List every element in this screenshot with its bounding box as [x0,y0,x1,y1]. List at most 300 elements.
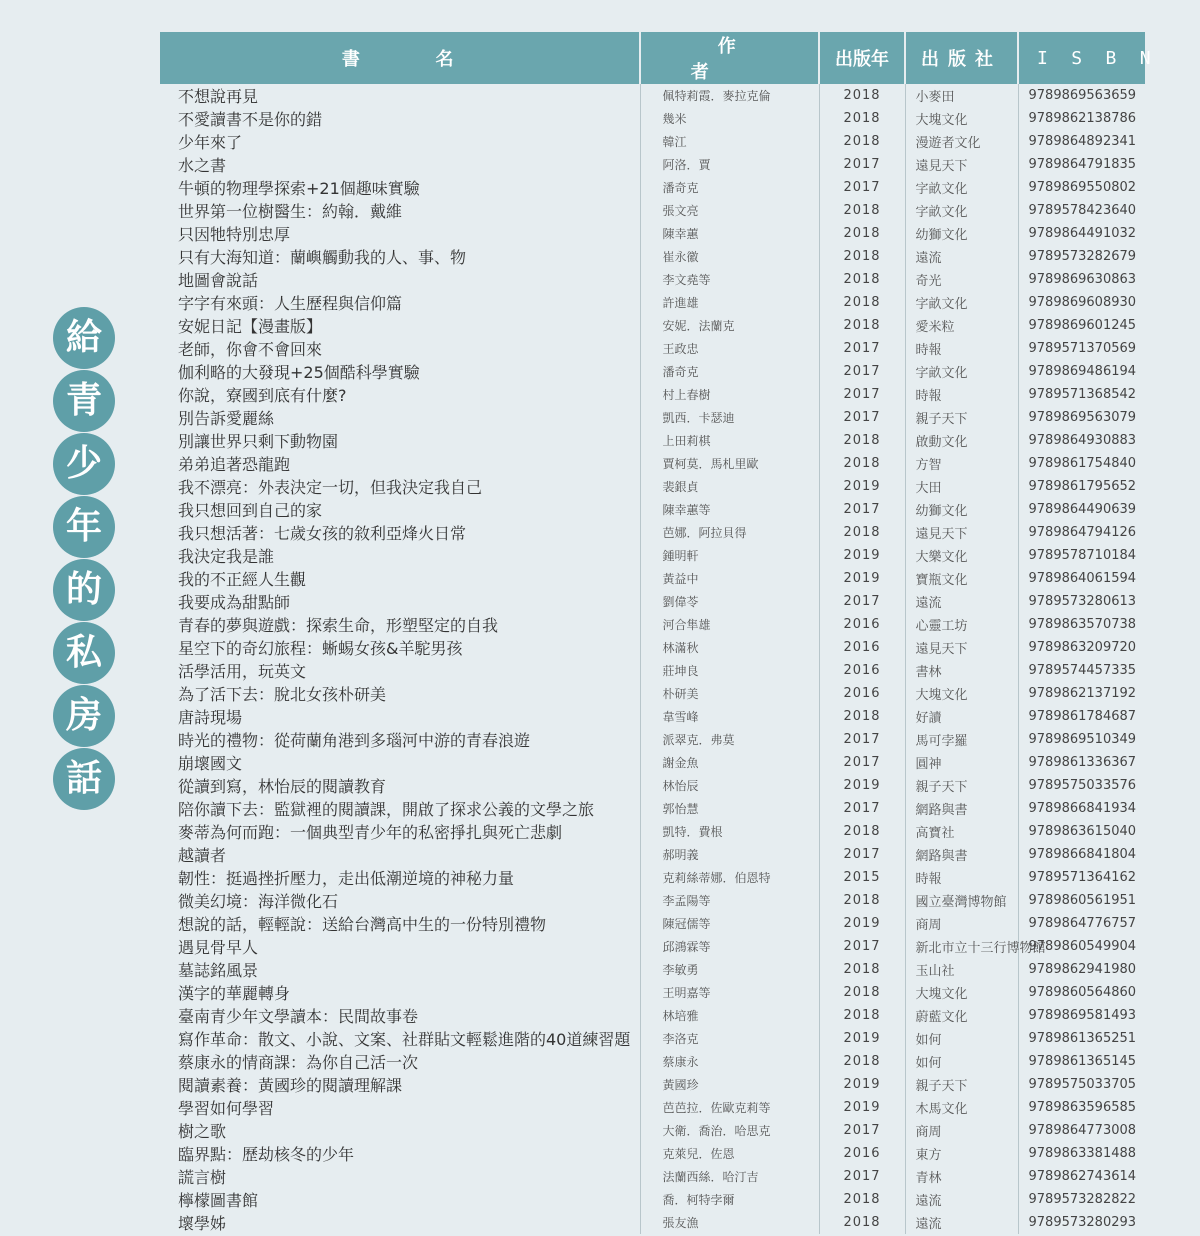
book-isbn: 9789861795652 [1018,475,1145,498]
book-author: 李文堯等 [640,268,819,291]
book-title: 臨界點：歷劫核冬的少年 [178,1145,355,1164]
book-year: 2015 [819,866,905,889]
book-year: 2019 [819,1096,905,1119]
book-publisher: 網路與書 [905,797,1018,820]
book-title: 安妮日記【漫畫版】 [178,317,323,336]
book-isbn: 9789578710184 [1018,544,1145,567]
book-isbn: 9789573280293 [1018,1211,1145,1234]
book-title: 弟弟追著恐龍跑 [178,455,291,474]
side-title-char: 房 [53,685,115,747]
book-author: 河合隼雄 [640,613,819,636]
book-publisher: 東方 [905,1142,1018,1165]
book-year: 2018 [819,889,905,912]
book-title: 閱讀素養：黃國珍的閱讀理解課 [178,1076,403,1095]
book-publisher: 蔚藍文化 [905,1004,1018,1027]
book-isbn: 9789862138786 [1018,107,1145,130]
book-publisher: 如何 [905,1050,1018,1073]
book-year: 2019 [819,912,905,935]
book-title: 韌性：挺過挫折壓力，走出低潮逆境的神秘力量 [178,869,515,888]
book-year: 2017 [819,498,905,521]
book-title: 我的不正經人生觀 [178,570,307,589]
book-isbn: 9789861784687 [1018,705,1145,728]
book-list-table [160,32,1174,1234]
table-row [160,521,1145,544]
book-title: 不想說再見 [178,87,259,106]
book-isbn: 9789869563079 [1018,406,1145,429]
book-year: 2017 [819,751,905,774]
book-publisher: 字畝文化 [905,360,1018,383]
book-title: 遇見骨早人 [178,938,259,957]
side-title-char: 私 [53,622,115,684]
book-title: 墓誌銘風景 [178,961,259,980]
table-row [160,728,1145,751]
book-publisher: 幼獅文化 [905,222,1018,245]
book-author: 潘奇克 [640,176,819,199]
book-isbn: 9789864794126 [1018,521,1145,544]
book-year: 2018 [819,705,905,728]
side-title [52,307,116,810]
book-author: 幾米 [640,107,819,130]
book-isbn: 9789866841804 [1018,843,1145,866]
book-title: 漢字的華麗轉身 [178,984,291,1003]
book-author: 黃國珍 [640,1073,819,1096]
table-row [160,1211,1145,1234]
book-isbn: 9789861365251 [1018,1027,1145,1050]
book-year: 2018 [819,268,905,291]
book-publisher: 馬可孛羅 [905,728,1018,751]
book-isbn: 9789573280613 [1018,590,1145,613]
book-author: 阿洛．賈 [640,153,819,176]
table-row [160,1073,1145,1096]
header-publisher: 出版社 [905,32,1018,84]
book-author: 邱鴻霖等 [640,935,819,958]
table-row [160,590,1145,613]
book-isbn: 9789573282822 [1018,1188,1145,1211]
table-row [160,429,1145,452]
book-publisher: 時報 [905,383,1018,406]
book-isbn: 9789864061594 [1018,567,1145,590]
book-year: 2016 [819,636,905,659]
book-publisher: 親子天下 [905,406,1018,429]
book-isbn: 9789864491032 [1018,222,1145,245]
book-year: 2016 [819,659,905,682]
book-publisher: 遠流 [905,1211,1018,1234]
book-publisher: 青林 [905,1165,1018,1188]
book-isbn: 9789862941980 [1018,958,1145,981]
table-row [160,1188,1145,1211]
book-isbn: 9789578423640 [1018,199,1145,222]
side-title-char: 的 [53,559,115,621]
book-isbn: 9789869630863 [1018,268,1145,291]
table-row [160,291,1145,314]
book-author: 鍾明軒 [640,544,819,567]
book-isbn: 9789869601245 [1018,314,1145,337]
book-author: 許進雄 [640,291,819,314]
book-title: 只有大海知道：蘭嶼觸動我的人、事、物 [178,248,467,267]
book-year: 2018 [819,291,905,314]
book-rows [160,84,1145,1234]
book-isbn: 9789869550802 [1018,176,1145,199]
table-row [160,107,1145,130]
book-year: 2017 [819,728,905,751]
book-isbn: 9789862743614 [1018,1165,1145,1188]
book-title: 星空下的奇幻旅程：蜥蜴女孩&羊駝男孩 [178,639,463,658]
book-year: 2017 [819,1119,905,1142]
table-row [160,268,1145,291]
table-row [160,751,1145,774]
book-title: 只因牠特別忠厚 [178,225,291,244]
table-row [160,1027,1145,1050]
header-year: 出版年 [819,32,905,84]
book-isbn: 9789573282679 [1018,245,1145,268]
book-year: 2018 [819,222,905,245]
book-year: 2018 [819,107,905,130]
book-publisher: 遠流 [905,590,1018,613]
table-row [160,1142,1145,1165]
book-title: 臺南青少年文學讀本：民間故事卷 [178,1007,419,1026]
book-year: 2018 [819,981,905,1004]
book-isbn: 9789869510349 [1018,728,1145,751]
book-year: 2018 [819,429,905,452]
table-row [160,383,1145,406]
book-publisher: 小麥田 [905,84,1018,107]
book-year: 2018 [819,1188,905,1211]
book-year: 2018 [819,245,905,268]
book-publisher: 時報 [905,866,1018,889]
book-year: 2017 [819,590,905,613]
side-title-char: 少 [53,433,115,495]
side-title-char: 話 [53,748,115,810]
book-author: 韓江 [640,130,819,153]
table-row [160,958,1145,981]
book-year: 2018 [819,84,905,107]
book-title: 蔡康永的情商課：為你自己活一次 [178,1053,419,1072]
book-publisher: 大塊文化 [905,682,1018,705]
book-publisher: 幼獅文化 [905,498,1018,521]
book-author: 韋雪峰 [640,705,819,728]
book-author: 賈柯莫．馬札里歐 [640,452,819,475]
book-title: 從讀到寫，林怡辰的閱讀教育 [178,777,387,796]
book-publisher: 奇光 [905,268,1018,291]
book-title: 我不漂亮：外表決定一切，但我決定我自己 [178,478,483,497]
book-publisher: 大塊文化 [905,981,1018,1004]
book-isbn: 9789862137192 [1018,682,1145,705]
book-year: 2019 [819,1073,905,1096]
book-publisher: 字畝文化 [905,176,1018,199]
table-row [160,866,1145,889]
book-author: 芭娜．阿拉貝得 [640,521,819,544]
table-row [160,452,1145,475]
book-title: 我只想回到自己的家 [178,501,323,520]
book-publisher: 大田 [905,475,1018,498]
book-year: 2017 [819,406,905,429]
book-author: 凱特．費根 [640,820,819,843]
book-title: 檸檬圖書館 [178,1191,259,1210]
book-isbn: 9789574457335 [1018,659,1145,682]
book-publisher: 如何 [905,1027,1018,1050]
book-isbn: 9789571364162 [1018,866,1145,889]
table-row [160,1119,1145,1142]
book-isbn: 9789863209720 [1018,636,1145,659]
book-author: 凱西．卡瑟迪 [640,406,819,429]
book-publisher: 書林 [905,659,1018,682]
table-header [160,32,1145,84]
book-author: 法蘭西絲．哈汀吉 [640,1165,819,1188]
book-publisher: 啟動文化 [905,429,1018,452]
table-row [160,199,1145,222]
book-author: 派翠克．弗莫 [640,728,819,751]
book-author: 黃益中 [640,567,819,590]
book-isbn: 9789869563659 [1018,84,1145,107]
book-isbn: 9789864892341 [1018,130,1145,153]
table-row [160,682,1145,705]
book-publisher: 字畝文化 [905,291,1018,314]
side-title-char: 給 [53,307,115,369]
book-publisher: 網路與書 [905,843,1018,866]
table-row [160,130,1145,153]
book-author: 李敏勇 [640,958,819,981]
table-row [160,337,1145,360]
book-author: 蔡康永 [640,1050,819,1073]
book-publisher: 愛米粒 [905,314,1018,337]
book-year: 2019 [819,1027,905,1050]
book-publisher: 親子天下 [905,1073,1018,1096]
book-year: 2019 [819,567,905,590]
book-title: 老師，你會不會回來 [178,340,323,359]
book-title: 陪你讀下去：監獄裡的閱讀課，開啟了探求公義的文學之旅 [178,800,595,819]
book-author: 潘奇克 [640,360,819,383]
book-title: 時光的禮物：從荷蘭角港到多瑙河中游的青春浪遊 [178,731,531,750]
book-year: 2018 [819,1211,905,1234]
book-publisher: 大塊文化 [905,107,1018,130]
book-year: 2017 [819,383,905,406]
book-title: 為了活下去：脫北女孩朴研美 [178,685,387,704]
book-title: 世界第一位樹醫生：約翰．戴維 [178,202,403,221]
table-row [160,636,1145,659]
table-row [160,1004,1145,1027]
header-author: 作者 [640,32,819,84]
book-publisher: 新北市立十三行博物館 [905,935,1018,958]
table-row [160,820,1145,843]
book-publisher: 圓神 [905,751,1018,774]
book-year: 2017 [819,176,905,199]
table-row [160,406,1145,429]
book-title: 青春的夢與遊戲：探索生命，形塑堅定的自我 [178,616,499,635]
book-isbn: 9789866841934 [1018,797,1145,820]
book-isbn: 9789861336367 [1018,751,1145,774]
side-title-char: 年 [53,496,115,558]
book-publisher: 遠流 [905,1188,1018,1211]
table-row [160,498,1145,521]
book-title: 壞學姊 [178,1214,227,1233]
book-title: 字字有來頭：人生歷程與信仰篇 [178,294,403,313]
book-title: 崩壞國文 [178,754,243,773]
book-isbn: 9789864773008 [1018,1119,1145,1142]
book-year: 2018 [819,199,905,222]
book-isbn: 9789864930883 [1018,429,1145,452]
book-title: 寫作革命：散文、小說、文案、社群貼文輕鬆進階的40道練習題 [178,1030,631,1049]
book-isbn: 9789863596585 [1018,1096,1145,1119]
book-author: 謝金魚 [640,751,819,774]
book-publisher: 字畝文化 [905,199,1018,222]
book-author: 莊坤良 [640,659,819,682]
book-year: 2019 [819,544,905,567]
book-publisher: 好讀 [905,705,1018,728]
book-author: 喬．柯特孛爾 [640,1188,819,1211]
table-row [160,153,1145,176]
book-author: 郝明義 [640,843,819,866]
book-author: 大衛．喬治．哈思克 [640,1119,819,1142]
book-publisher: 玉山社 [905,958,1018,981]
side-title-char: 青 [53,370,115,432]
book-title: 微美幻境：海洋微化石 [178,892,339,911]
header-isbn: ISBN [1018,32,1145,84]
table-row [160,1165,1145,1188]
book-author: 村上春樹 [640,383,819,406]
book-title: 少年來了 [178,133,243,152]
book-author: 郭怡慧 [640,797,819,820]
book-title: 別告訴愛麗絲 [178,409,275,428]
book-title: 樹之歌 [178,1122,227,1141]
table-row [160,981,1145,1004]
book-isbn: 9789864776757 [1018,912,1145,935]
book-author: 崔永徽 [640,245,819,268]
book-isbn: 9789860561951 [1018,889,1145,912]
book-isbn: 9789575033576 [1018,774,1145,797]
book-year: 2017 [819,935,905,958]
book-isbn: 9789869486194 [1018,360,1145,383]
table-row [160,176,1145,199]
book-isbn: 9789861365145 [1018,1050,1145,1073]
book-publisher: 商周 [905,1119,1018,1142]
book-title: 牛頓的物理學探索+21個趣味實驗 [178,179,420,198]
book-year: 2018 [819,1004,905,1027]
book-author: 裴銀貞 [640,475,819,498]
table-row [160,544,1145,567]
book-author: 李孟陽等 [640,889,819,912]
book-author: 上田莉棋 [640,429,819,452]
book-publisher: 方智 [905,452,1018,475]
book-publisher: 寶瓶文化 [905,567,1018,590]
book-year: 2018 [819,314,905,337]
book-isbn: 9789863615040 [1018,820,1145,843]
book-year: 2017 [819,153,905,176]
book-title: 學習如何學習 [178,1099,275,1118]
table-row [160,797,1145,820]
table-row [160,567,1145,590]
book-publisher: 親子天下 [905,774,1018,797]
book-author: 陳幸蕙 [640,222,819,245]
book-isbn: 9789575033705 [1018,1073,1145,1096]
book-year: 2016 [819,1142,905,1165]
book-publisher: 商周 [905,912,1018,935]
table-row [160,659,1145,682]
table-row [160,935,1145,958]
table-row [160,360,1145,383]
book-publisher: 遠見天下 [905,521,1018,544]
book-title: 伽利略的大發現+25個酷科學實驗 [178,363,420,382]
book-year: 2018 [819,958,905,981]
book-author: 朴研美 [640,682,819,705]
book-publisher: 國立臺灣博物館 [905,889,1018,912]
book-publisher: 木馬文化 [905,1096,1018,1119]
book-author: 劉偉苓 [640,590,819,613]
book-year: 2018 [819,521,905,544]
book-isbn: 9789864490639 [1018,498,1145,521]
book-year: 2018 [819,452,905,475]
book-title: 你說，寮國到底有什麼? [178,386,347,405]
book-title: 越讀者 [178,846,227,865]
book-author: 安妮．法蘭克 [640,314,819,337]
book-year: 2016 [819,613,905,636]
book-isbn: 9789869581493 [1018,1004,1145,1027]
book-year: 2019 [819,774,905,797]
book-title: 不愛讀書不是你的錯 [178,110,323,129]
table-row [160,889,1145,912]
book-year: 2019 [819,475,905,498]
table-row [160,222,1145,245]
book-publisher: 時報 [905,337,1018,360]
table-row [160,774,1145,797]
book-publisher: 遠流 [905,245,1018,268]
book-publisher: 大樂文化 [905,544,1018,567]
table-row [160,705,1145,728]
book-isbn: 9789863570738 [1018,613,1145,636]
table-row [160,475,1145,498]
table-row [160,1096,1145,1119]
book-author: 張友漁 [640,1211,819,1234]
book-isbn: 9789869608930 [1018,291,1145,314]
table-row [160,84,1145,107]
book-title: 別讓世界只剩下動物園 [178,432,339,451]
book-year: 2017 [819,797,905,820]
book-title: 麥蒂為何而跑：一個典型青少年的私密掙扎與死亡悲劇 [178,823,563,842]
book-publisher: 遠見天下 [905,636,1018,659]
book-isbn: 9789861754840 [1018,452,1145,475]
book-publisher: 遠見天下 [905,153,1018,176]
book-isbn: 9789864791835 [1018,153,1145,176]
table-row [160,843,1145,866]
book-title: 我只想活著：七歲女孩的敘利亞烽火日常 [178,524,467,543]
book-author: 陳幸蕙等 [640,498,819,521]
table-row [160,314,1145,337]
book-year: 2017 [819,1165,905,1188]
book-title: 我決定我是誰 [178,547,275,566]
table-row [160,1050,1145,1073]
book-author: 林滿秋 [640,636,819,659]
book-publisher: 漫遊者文化 [905,130,1018,153]
book-year: 2018 [819,1050,905,1073]
header-title: 書名 [160,32,640,84]
book-isbn: 9789860564860 [1018,981,1145,1004]
book-isbn: 9789863381488 [1018,1142,1145,1165]
book-year: 2018 [819,130,905,153]
book-author: 克莉絲蒂娜．伯恩特 [640,866,819,889]
book-author: 林怡辰 [640,774,819,797]
book-title: 水之書 [178,156,227,175]
book-author: 克萊兒．佐恩 [640,1142,819,1165]
book-title: 地圖會說話 [178,271,259,290]
book-publisher: 心靈工坊 [905,613,1018,636]
book-title: 我要成為甜點師 [178,593,291,612]
book-year: 2017 [819,843,905,866]
book-title: 活學活用，玩英文 [178,662,307,681]
book-year: 2016 [819,682,905,705]
book-year: 2017 [819,360,905,383]
book-author: 佩特莉霞．麥拉克倫 [640,84,819,107]
book-publisher: 高寶社 [905,820,1018,843]
book-year: 2017 [819,337,905,360]
